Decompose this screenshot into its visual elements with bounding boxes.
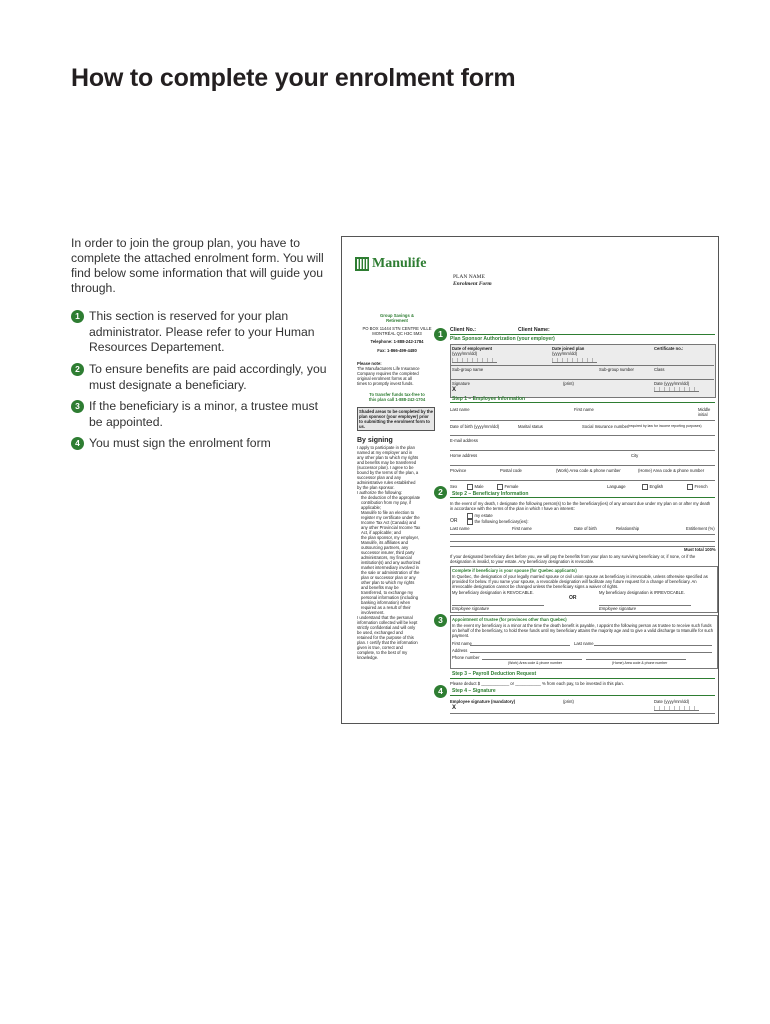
- plan-name: PLAN NAME: [453, 274, 485, 280]
- sidebar-signing-title: By signing: [357, 437, 393, 444]
- manulife-logo: [355, 256, 427, 272]
- sidebar-dept: Group Savings & Retirement: [380, 313, 414, 323]
- enrolment-form-image: [341, 236, 719, 724]
- trustee-last-name-label: Last name: [574, 641, 594, 646]
- following-beneficiaries-option[interactable]: the following beneficiary(ies):: [467, 519, 529, 525]
- or-label: OR: [450, 518, 458, 524]
- sidebar-fax: Fax: 1-866-499-4480: [377, 348, 417, 353]
- entitlement-header: Entitlement (%): [686, 526, 715, 531]
- step-1-badge: 1: [71, 310, 84, 323]
- email-label: E-mail address: [450, 438, 478, 443]
- irrevocable-label: My beneficiary designation is IRREVOCABLE.: [599, 590, 685, 595]
- middle-initial-label: Middle initial: [698, 407, 711, 417]
- trustee-address-label: Address: [452, 648, 468, 653]
- trustee-text: In the event my beneficiary is a minor at the time the death benefit is payable, I appoint the following person as trustee to receive such funds on behalf of the beneficiary, to hold these funds until my beneficiary attains the majority age and to give a valid discharge to Manulife for such payment.: [452, 623, 714, 638]
- sponsor-x-mark: X: [452, 387, 457, 393]
- postal-code-label: Postal code: [500, 468, 522, 473]
- sin-note: (required by law for income reporting purposes): [628, 424, 702, 428]
- employee-print-label: (print): [563, 699, 574, 704]
- sidebar-shaded-note: Shaded areas to be completed by the plan sponsor (your employer) prior to submitting the enrolment form to us.: [359, 409, 433, 429]
- trustee-phone-label: Phone number: [452, 655, 480, 660]
- home-address-label: Home address: [450, 453, 478, 458]
- trustee-first-name-label: First name: [452, 641, 472, 646]
- first-name-label: First name: [574, 407, 594, 412]
- must-total-label: Must total 100%: [684, 547, 716, 552]
- class-label: Class: [654, 367, 665, 372]
- province-label: Province: [450, 468, 467, 473]
- step2-heading: Step 2 – Beneficiary Information: [452, 491, 529, 497]
- sin-label: Social Insurance number: [582, 424, 629, 429]
- trustee-home-phone-label: (Home) Area code & phone number: [612, 661, 668, 665]
- quebec-or-label: OR: [569, 595, 577, 601]
- benef-first-name-header: First name: [512, 526, 532, 531]
- step-2-text: To ensure benefits are paid accordingly, you must designate a beneficiary.: [89, 362, 327, 392]
- city-label: City: [631, 453, 639, 458]
- date-joined-label: Date joined plan: [552, 346, 585, 351]
- benef-last-name-header: Last name: [450, 526, 470, 531]
- sidebar-bullet-3: the plan sponsor, my employer, Manulife, its affiliates and outsourcing partners, any successor insurer, third party administrators, my financial institution(s) and any authorized market intermediary involved in the sale or administration of the plan or successor plan or any other plan to which my rights and benefits may be transferred, to exchange my personal information (including banking information) when required as a result of their involvement.: [361, 535, 421, 615]
- sidebar-address: PO BOX 11444 STN CENTRE VILLE MONTRÉAL QC H3C 5M3: [362, 326, 432, 336]
- beneficiary-text: In the event of my death, I designate the following person(s) to be the beneficiary(ies) of any amount due under my plan on or after my death in accordance with the terms of the plan in which I have an interest:: [450, 501, 711, 511]
- form-badge-2: 2: [434, 486, 447, 499]
- step-2-badge: 2: [71, 363, 84, 376]
- sidebar-bullet-1: the deduction of the appropriate contribution from my pay, if applicable;: [361, 495, 421, 510]
- form-badge-3: 3: [434, 614, 447, 627]
- step-4-text: You must sign the enrolment form: [89, 436, 271, 450]
- instruction-step-4: [71, 436, 331, 452]
- dob-label: Date of birth (yyyy/mm/dd): [450, 424, 500, 429]
- sex-label: Sex: [450, 484, 458, 489]
- step-3-text: If the beneficiary is a minor, a trustee must be appointed.: [89, 399, 318, 429]
- subgroup-number-label: Sub-group number: [599, 367, 634, 372]
- trustee-work-phone-label: (Work) Area code & phone number: [508, 661, 563, 665]
- client-no-label: Client No.:: [450, 327, 476, 333]
- trustee-heading: Appointment of trustee (for provinces other than Quebec): [452, 617, 567, 622]
- benef-dob-header: Date of birth: [574, 526, 597, 531]
- female-option[interactable]: Female: [497, 484, 518, 490]
- last-name-label: Last name: [450, 407, 470, 412]
- payroll-deduct-text: Please deduct $ ____________ or ___________ % from each pay, to be invested in this plan.: [450, 681, 624, 686]
- sponsor-auth-heading: Plan Sponsor Authorization (your employer): [450, 336, 555, 342]
- subgroup-name-label: Sub-group name: [452, 367, 484, 372]
- sidebar-note-title: Please note:: [357, 361, 382, 366]
- revocable-signature-label: Employee signature: [452, 606, 490, 611]
- step-1-text: This section is reserved for your plan administrator. Please refer to your Human Resources Departement.: [89, 309, 315, 354]
- date-employment-label: Date of employment: [452, 346, 493, 351]
- home-phone-label: (Home) Area code & phone number: [638, 468, 705, 473]
- form-badge-4: 4: [434, 685, 447, 698]
- irrevocable-signature-label: Employee signature: [599, 606, 637, 611]
- form-badge-1: 1: [434, 328, 447, 341]
- instruction-step-2: [71, 362, 331, 393]
- date-joined-format: (yyyy/mm/dd): [552, 351, 578, 356]
- plan-subtitle: Enrolment Form: [453, 281, 492, 287]
- client-name-label: Client Name:: [518, 327, 550, 333]
- sidebar-authorize: I authorize the following:: [357, 490, 403, 495]
- french-option[interactable]: French: [687, 484, 708, 490]
- sidebar-signing-text: I apply to participate in the plan named at my employer and in any other plan to which my rights and benefits may be transferred (successor plan). I agree to be bound by the terms of the plan, a successor plan and any administrative rules established by the plan sponsor.: [357, 445, 419, 490]
- page-title: How to complete your enrolment form: [71, 64, 516, 92]
- male-option[interactable]: Male: [467, 484, 484, 490]
- sidebar-telephone: Telephone: 1-888-242-1784: [370, 339, 424, 344]
- marital-label: Marital status: [518, 424, 543, 429]
- manulife-wordmark: Manulife: [372, 256, 427, 271]
- relationship-header: Relationship: [616, 526, 640, 531]
- work-phone-label: (Work) Area code & phone number: [556, 468, 621, 473]
- my-estate-option[interactable]: my estate: [467, 513, 493, 519]
- employee-x-mark: X: [452, 705, 457, 711]
- sidebar-bullet-2: Manulife to file an election to register my certificate under the Income Tax Act (Canada) and any other Provincial Income Tax Act, if applicable; and: [361, 510, 421, 535]
- step-3-badge: 3: [71, 400, 84, 413]
- instruction-step-1: [71, 309, 331, 356]
- step4-heading: Step 4 – Signature: [452, 688, 496, 694]
- language-label: Language: [607, 484, 626, 489]
- quebec-text: In Quebec, the designation of your legally married spouse or civil union spouse as beneficiary is irrevocable, unless otherwise specified as provided for below. If you name your spouse, a revocable designation will facilitate any future request for a change of beneficiary. An irrevocable designation cannot be changed unless the beneficiary signs a waiver of rights.: [452, 574, 708, 589]
- cert-no-label: Certificate no.:: [654, 346, 684, 351]
- employee-signature-label: Employee signature (mandatory): [450, 699, 516, 704]
- quebec-heading: Complete if beneficiary is your spouse (for Quebec applicants): [452, 568, 577, 573]
- sidebar-understand: I understand that the personal information collected will be kept strictly confidential and will only be used, exchanged and retained for the purpose of this plan. I certify that the information given is true, correct and complete, to the best of my knowledge.: [357, 615, 418, 660]
- intro-text: In order to join the group plan, you have to complete the attached enrolment form. You will find below some information that will guide you through.: [71, 236, 324, 295]
- sponsor-signature-label: Signature: [452, 381, 470, 386]
- manulife-logo-icon: [355, 257, 369, 271]
- employee-date-label: Date (yyyy/mm/dd): [654, 699, 690, 704]
- english-option[interactable]: English: [642, 484, 663, 490]
- step1-heading: Step 1 – Employee Information: [452, 396, 526, 402]
- predecease-text: If your designated beneficiary dies before you, we will pay the benefits from your plan to any surviving beneficiary or, if none, or if the designation is invalid, to your estate. Any beneficiary designation is revocable.: [450, 554, 696, 564]
- date-employment-format: (yyyy/mm/dd): [452, 351, 478, 356]
- sponsor-print-label: (print): [563, 381, 574, 386]
- instruction-step-3: [71, 399, 331, 430]
- sidebar-transfer: To transfer funds tax-free to this plan call 1-888-242-1704: [368, 392, 426, 402]
- step-4-badge: 4: [71, 437, 84, 450]
- step3-heading: Step 3 – Payroll Deduction Request: [452, 671, 537, 677]
- sponsor-date-label: Date (yyyy/mm/dd): [654, 381, 690, 386]
- revocable-label: My beneficiary designation is REVOCABLE.: [452, 590, 534, 595]
- sidebar-note: The Manufacturers Life Insurance Company requires the completed original enrolment forms at all times to promptly invest funds.: [357, 366, 420, 386]
